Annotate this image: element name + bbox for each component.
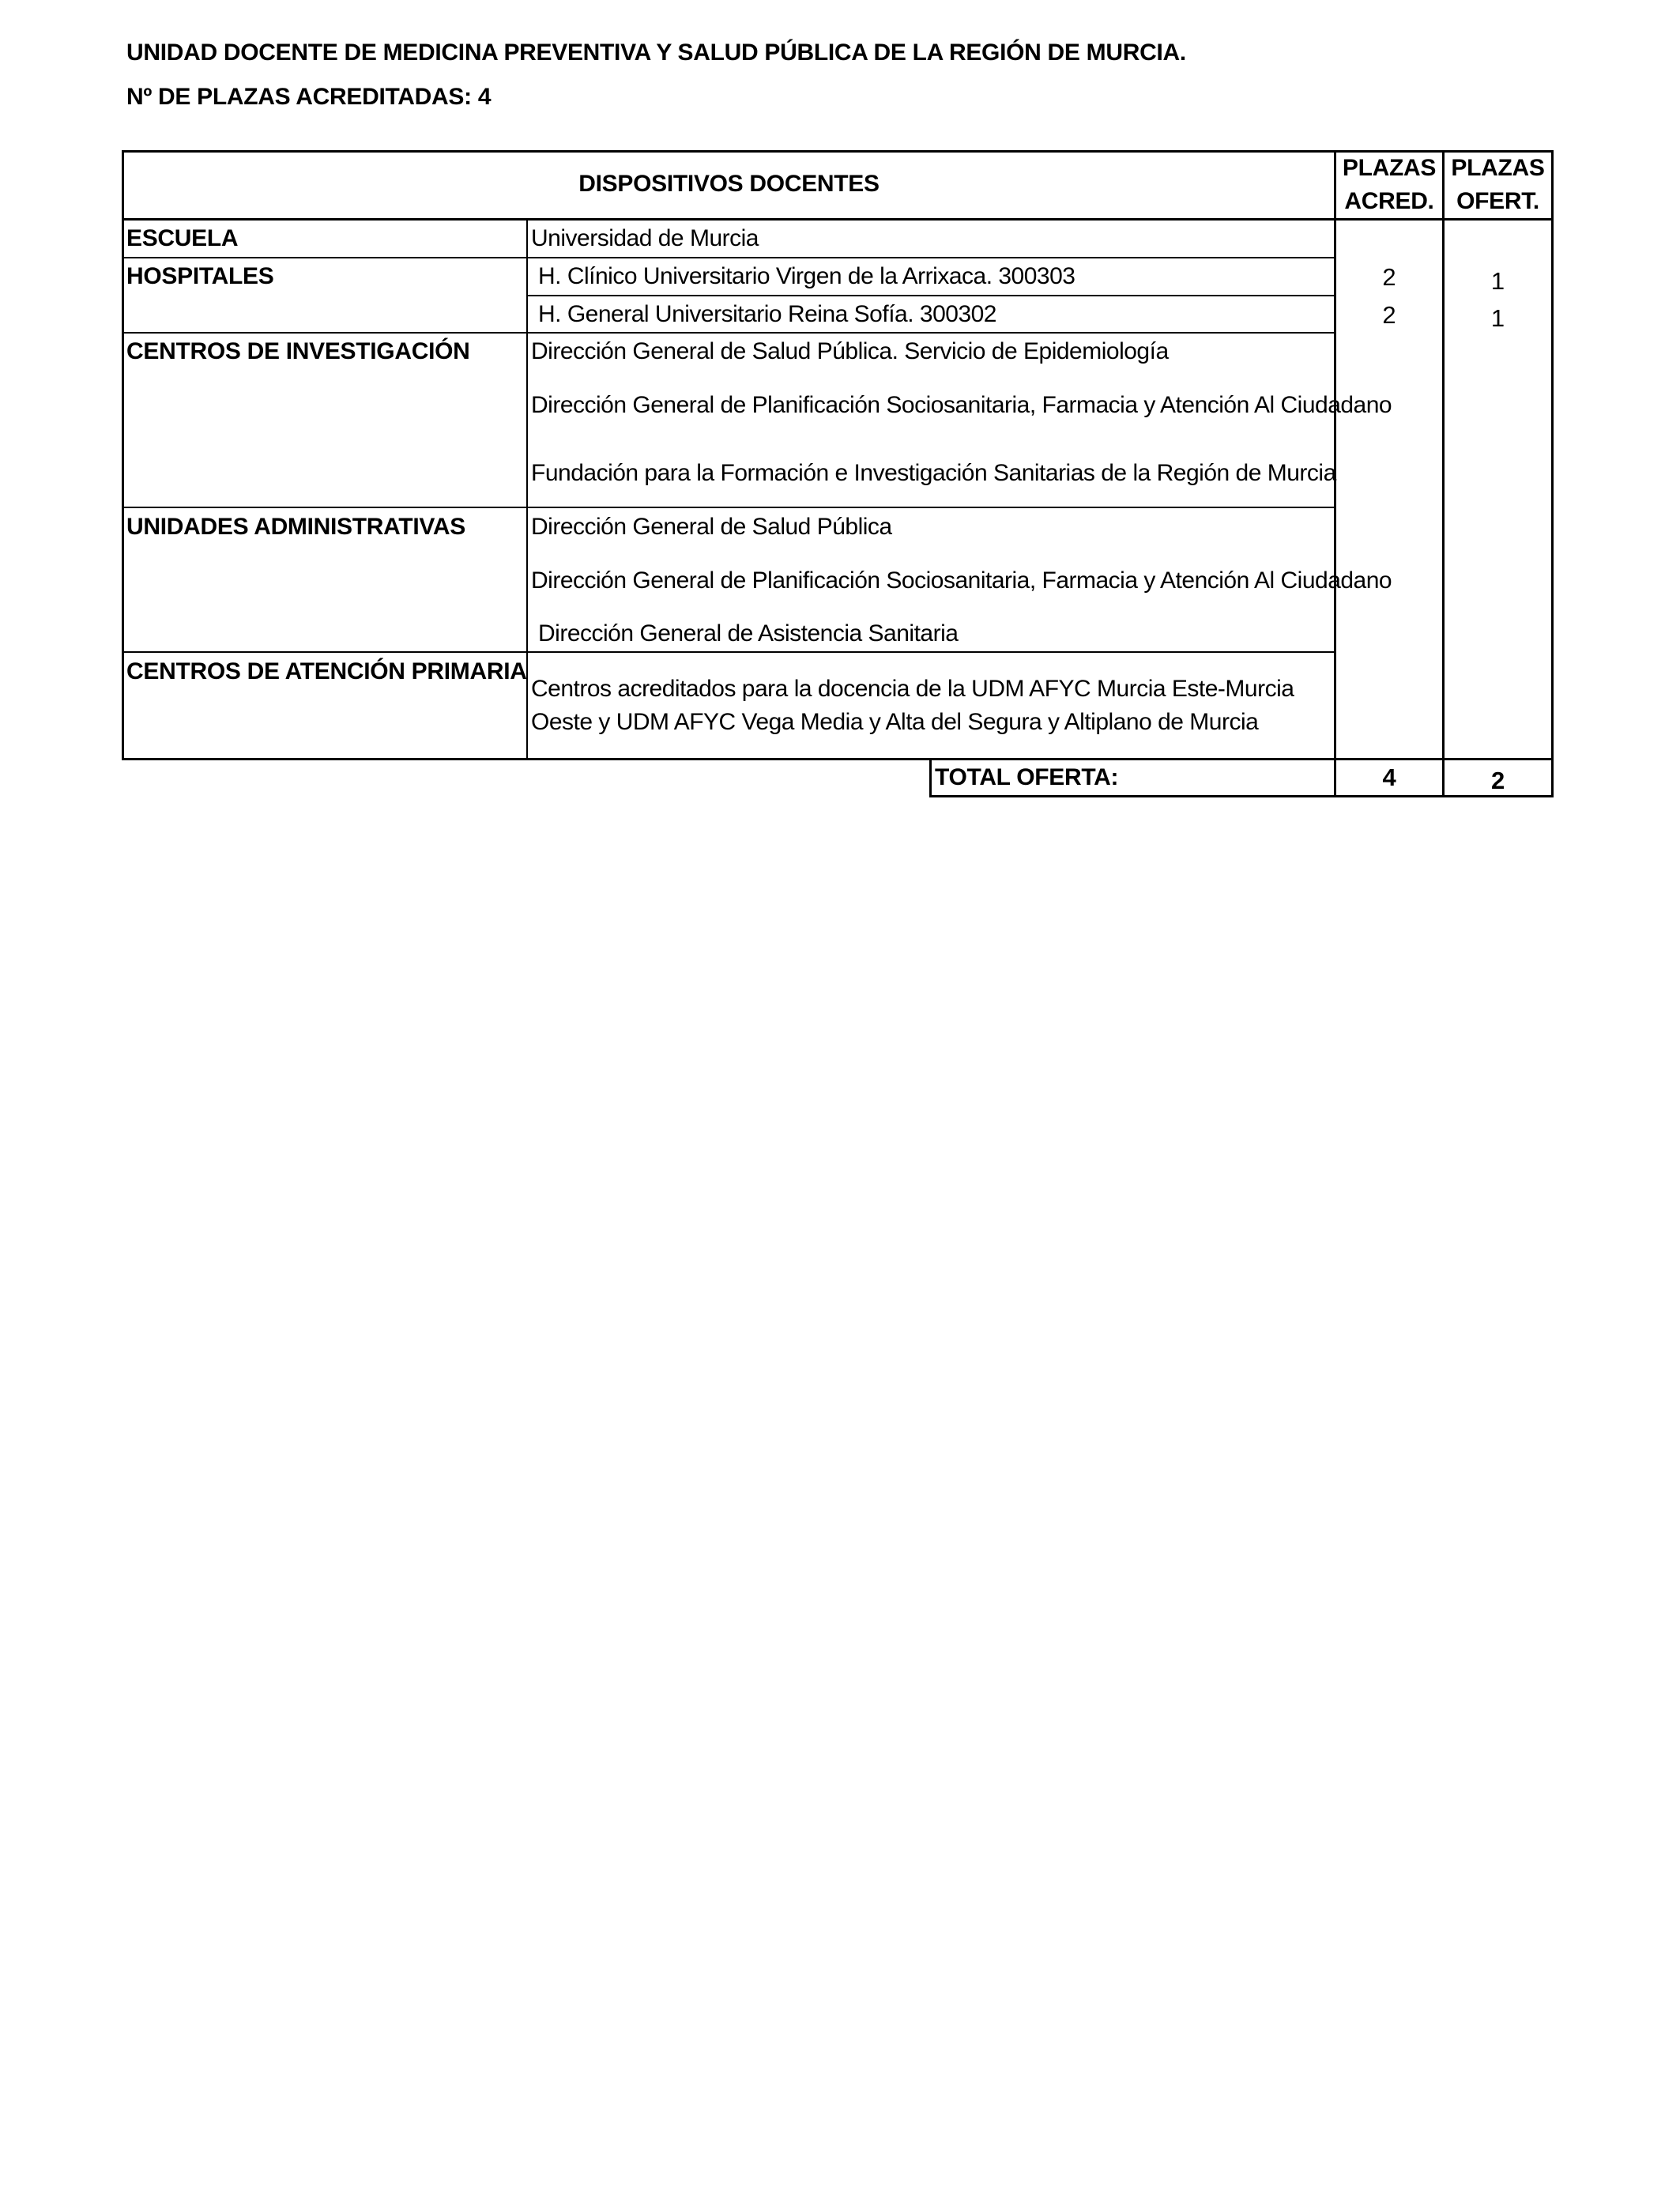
acred-hospital-2: 2 <box>1382 301 1396 329</box>
row-sep-hospital-1 <box>526 295 1335 296</box>
category-hospitales: HOSPITALES <box>126 263 274 289</box>
item-hospital-2: H. General Universitario Reina Sofía. 300302 <box>538 301 996 327</box>
item-investigacion-1: Dirección General de Salud Pública. Servicio de Epidemiología <box>531 338 1169 364</box>
table-border-bottom <box>122 758 1554 760</box>
header-plazas-acred-line2: ACRED. <box>1344 188 1434 214</box>
row-sep-escuela <box>122 257 1335 258</box>
document-title: UNIDAD DOCENTE DE MEDICINA PREVENTIVA Y SALUD PÚBLICA DE LA REGIÓN DE MURCIA. <box>126 40 1186 66</box>
document-subtitle: Nº DE PLAZAS ACREDITADAS: 4 <box>126 84 492 110</box>
category-atencion-primaria: CENTROS DE ATENCIÓN PRIMARIA <box>126 658 527 684</box>
row-sep-hospitales <box>122 332 1335 334</box>
item-investigacion-3: Fundación para la Formación e Investigación Sanitarias de la Región de Murcia <box>531 460 1336 486</box>
item-escuela-1: Universidad de Murcia <box>531 225 759 251</box>
total-ofert: 2 <box>1491 767 1505 794</box>
header-plazas-acred-line1: PLAZAS <box>1342 155 1437 181</box>
header-plazas-ofert-line1: PLAZAS <box>1451 155 1545 181</box>
table-border-left <box>122 150 124 760</box>
total-border-bottom <box>929 795 1554 797</box>
total-border-left <box>929 758 932 797</box>
item-hospital-1: H. Clínico Universitario Virgen de la Arrixaca. 300303 <box>538 263 1075 289</box>
header-plazas-ofert-line2: OFERT. <box>1456 188 1539 214</box>
category-unidades: UNIDADES ADMINISTRATIVAS <box>126 514 465 540</box>
ofert-hospital-1: 1 <box>1490 267 1505 295</box>
row-sep-investigacion <box>122 507 1335 508</box>
col-sep-ofert <box>1442 150 1445 797</box>
table-border-right <box>1551 150 1554 797</box>
row-sep-header <box>122 218 1554 221</box>
acred-hospital-1: 2 <box>1382 263 1396 291</box>
header-dispositivos: DISPOSITIVOS DOCENTES <box>578 171 880 197</box>
ofert-hospital-2: 1 <box>1490 304 1505 332</box>
row-sep-unidades <box>122 651 1335 653</box>
item-unidades-3: Dirección General de Asistencia Sanitaria <box>538 620 959 647</box>
header-plazas-acred <box>1336 152 1442 218</box>
header-plazas-ofert <box>1445 152 1551 218</box>
item-investigacion-2: Dirección General de Planificación Sociosanitaria, Farmacia y Atención Al Ciudadano <box>531 392 1392 418</box>
item-atencion-primaria-1: Centros acreditados para la docencia de la UDM AFYC Murcia Este-Murcia Oeste y UDM AFYC Vega Media y Alta del Segura y Altiplano de Murcia <box>531 676 1294 735</box>
item-unidades-2: Dirección General de Planificación Sociosanitaria, Farmacia y Atención Al Ciudadano <box>531 567 1392 594</box>
item-unidades-1: Dirección General de Salud Pública <box>531 514 892 540</box>
total-acred: 4 <box>1382 763 1396 791</box>
category-escuela: ESCUELA <box>126 225 239 251</box>
category-investigacion: CENTROS DE INVESTIGACIÓN <box>126 338 470 364</box>
total-label: TOTAL OFERTA: <box>935 764 1119 790</box>
